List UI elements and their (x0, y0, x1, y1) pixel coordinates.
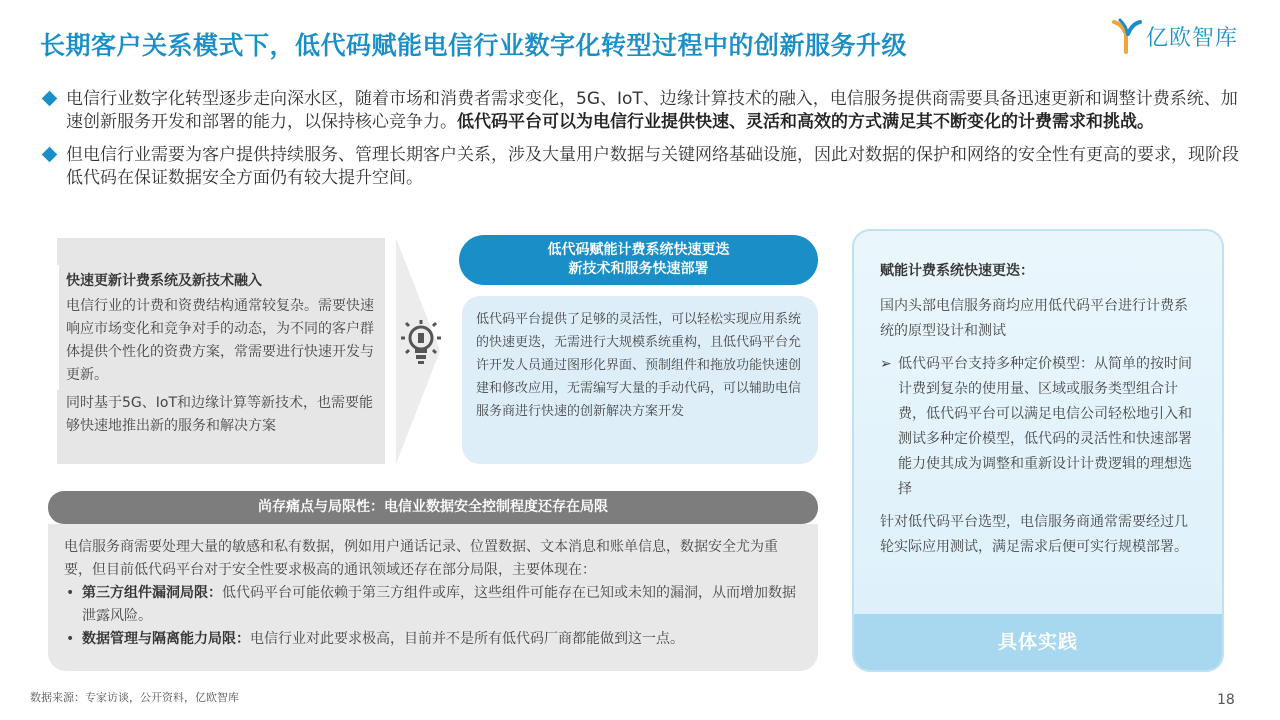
list-item (64, 582, 802, 628)
right-panel-list-item (880, 352, 1200, 502)
list-item-text: 电信行业对此要求极高，目前并不是所有低代码厂商都能做到这一点。 (250, 631, 684, 647)
diamond-bullet-icon (42, 91, 58, 107)
left-panel-para-2: 同时基于5G、IoT和边缘计算等新技术，也需要能够快速地推出新的服务和解决方案 (66, 395, 374, 434)
left-panel-divider (55, 265, 59, 390)
list-item-bold: 数据管理与隔离能力局限： (82, 631, 250, 647)
list-item-bold: 第三方组件漏洞局限： (82, 585, 222, 601)
data-source: 数据来源：专家访谈，公开资料，亿欧智库 (30, 691, 239, 704)
bottom-intro: 电信服务商需要处理大量的敏感和私有数据，例如用户通话记录、位置数据、文本消息和账单信息，数据安全尤为重要，但目前低代码平台对于安全性要求极高的通讯领域还存在部分局限，主要体现在： (64, 539, 778, 578)
lightbulb-gear-icon (399, 318, 443, 366)
bullet-2-text: 但电信行业需要为客户提供持续服务、管理长期客户关系，涉及大量用户数据与关键网络基础设施，因此对数据的保护和网络的安全性有更高的要求，现阶段低代码在保证数据安全方面仍有较大提升空间。 (66, 145, 1239, 188)
intro-bullets (44, 88, 1244, 200)
bottom-heading-pill: 尚存痛点与局限性：电信业数据安全控制程度还存在局限 (48, 491, 818, 524)
bullet-1-bold: 低代码平台可以为电信行业提供快速、灵活和高效的方式满足其不断变化的计费需求和挑战。 (457, 112, 1154, 132)
middle-heading-line-2: 新技术和服务快速部署 (568, 261, 709, 277)
left-panel-heading: 快速更新计费系统及新技术融入 (66, 273, 262, 289)
right-panel-heading: 赋能计费系统快速更迭： (880, 263, 1034, 279)
logo-text: 亿欧智库 (1146, 25, 1239, 51)
page-title: 长期客户关系模式下，低代码赋能电信行业数字化转型过程中的创新服务升级 (40, 31, 908, 60)
middle-body: 低代码平台提供了足够的灵活性，可以轻松实现应用系统的快速更迭，无需进行大规模系统重构，且低代码平台允许开发人员通过图形化界面、预制组件和拖放功能快速创建和修改应用，无需编写大量的手动代码，可以辅助电信服务商进行快速的创新解决方案开发 (462, 296, 818, 464)
right-panel-content (880, 259, 1200, 560)
right-panel (852, 229, 1224, 672)
list-item-text: 低代码平台可能依赖于第三方组件或库，这些组件可能存在已知或未知的漏洞，从而增加数据泄露风险。 (82, 585, 796, 624)
list-item (64, 628, 802, 651)
right-panel-para-2: 针对低代码平台选型，电信服务商通常需要经过几轮实际应用测试，满足需求后便可实行规模部署。 (880, 514, 1188, 555)
diamond-bullet-icon (42, 147, 58, 163)
arrow-right-icon: ➢ (880, 356, 892, 372)
bottom-body (48, 524, 818, 671)
right-panel-para-1: 国内头部电信服务商均应用低代码平台进行计费系统的原型设计和测试 (880, 298, 1188, 339)
bullet-dot-icon: • (66, 631, 75, 647)
middle-heading-line-1: 低代码赋能计费系统快速更迭 (547, 242, 730, 258)
bullet-1-text: 电信行业数字化转型逐步走向深水区，随着市场和消费者需求变化，5G、IoT、边缘计算技术的融入，电信服务提供商需要具备迅速更新和调整计费系统、加速创新服务开发和部署的能力，以保持核心竞争力。 (66, 89, 1238, 132)
bullet-dot-icon: • (66, 585, 75, 601)
bullet-2 (44, 144, 1244, 190)
bullet-1 (44, 88, 1244, 134)
right-panel-list-text: 低代码平台支持多种定价模型：从简单的按时间计费到复杂的使用量、区域或服务类型组合计费，低代码平台可以满足电信公司轻松地引入和测试多种定价模型，低代码的灵活性和快速部署能力使其成为调整和重新设计计费逻辑的理想选择 (898, 356, 1192, 497)
right-panel-footer: 具体实践 (854, 614, 1222, 670)
middle-heading-pill (459, 235, 818, 285)
logo (1112, 18, 1238, 54)
left-panel-para-1: 电信行业的计费和资费结构通常较复杂。需要快速响应市场变化和竞争对手的动态，为不同的客户群体提供个性化的资费方案，常需要进行快速开发与更新。 (66, 298, 374, 383)
yiou-logo-icon (1112, 18, 1142, 54)
page-number: 18 (1217, 692, 1235, 708)
